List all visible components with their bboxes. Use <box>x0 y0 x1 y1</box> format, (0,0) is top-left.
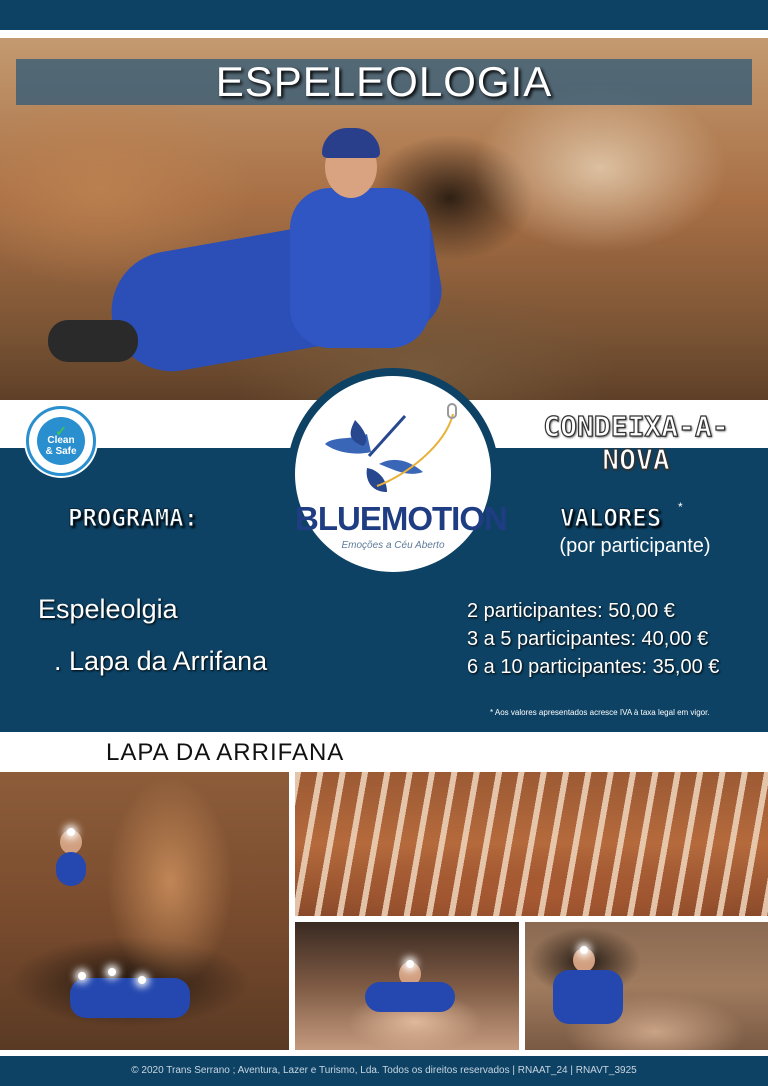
badge-seal <box>37 417 85 465</box>
price-row: 2 participantes: 50,00 € <box>467 600 675 622</box>
caver-body <box>56 852 86 886</box>
headlamp-icon <box>67 828 75 836</box>
caver-group <box>70 978 190 1018</box>
dragonfly-wing-3 <box>379 460 423 474</box>
gallery-photo-4 <box>525 922 768 1050</box>
program-sub-item: . Lapa da Arrifana <box>54 646 268 676</box>
logo-wordmark: BLUEMOTION <box>295 500 507 537</box>
badge-line-2: & Safe <box>45 446 77 457</box>
dragonfly-body <box>369 416 405 456</box>
dragonfly-wing-4 <box>367 468 387 492</box>
program-heading: PROGRAMA: <box>68 504 199 532</box>
price-row: 6 a 10 participantes: 35,00 € <box>467 656 720 678</box>
prices-heading: VALORES <box>560 504 662 532</box>
top-bar <box>0 0 768 30</box>
prices-subheading: (por participante) <box>559 535 711 557</box>
location-label: CONDEIXA-A-NOVA <box>543 410 729 476</box>
vat-note: * Aos valores apresentados acresce IVA à taxa legal em vigor. <box>490 708 710 717</box>
caver-shoe <box>48 320 138 362</box>
caver-torso <box>290 188 430 348</box>
headlamp-icon <box>406 960 414 968</box>
price-row: 3 a 5 participantes: 40,00 € <box>467 628 709 650</box>
caver-body <box>365 982 455 1012</box>
gallery-title: LAPA DA ARRIFANA <box>106 739 345 766</box>
headlamp-icon <box>78 972 86 980</box>
gallery-photo-1 <box>0 772 289 1050</box>
footer: © 2020 Trans Serrano ; Aventura, Lazer e Turismo, Lda. Todos os direitos reservados | RNAAT_24 | RNAVT_3925 <box>0 1056 768 1086</box>
headlamp-icon <box>138 976 146 984</box>
headlamp-icon <box>580 946 588 954</box>
hero-cave-photo <box>0 38 768 400</box>
program-item: Espeleolgia <box>38 594 178 624</box>
check-icon: ✓ <box>55 423 67 439</box>
page-title: ESPELEOLOGIA <box>215 58 553 105</box>
caver-helmet <box>322 128 380 158</box>
badge-line-1: Clean <box>47 435 75 446</box>
headlamp-icon <box>108 968 116 976</box>
rope-line <box>377 414 453 486</box>
clean-safe-badge <box>26 406 96 476</box>
gallery-photo-stalactites <box>295 772 768 916</box>
badge-label <box>37 435 85 457</box>
gallery-photo-3 <box>295 922 519 1050</box>
logo-tagline: Emoções a Céu Aberto <box>341 540 445 551</box>
caver-body <box>553 970 623 1024</box>
prices-asterisk: * <box>678 500 683 514</box>
